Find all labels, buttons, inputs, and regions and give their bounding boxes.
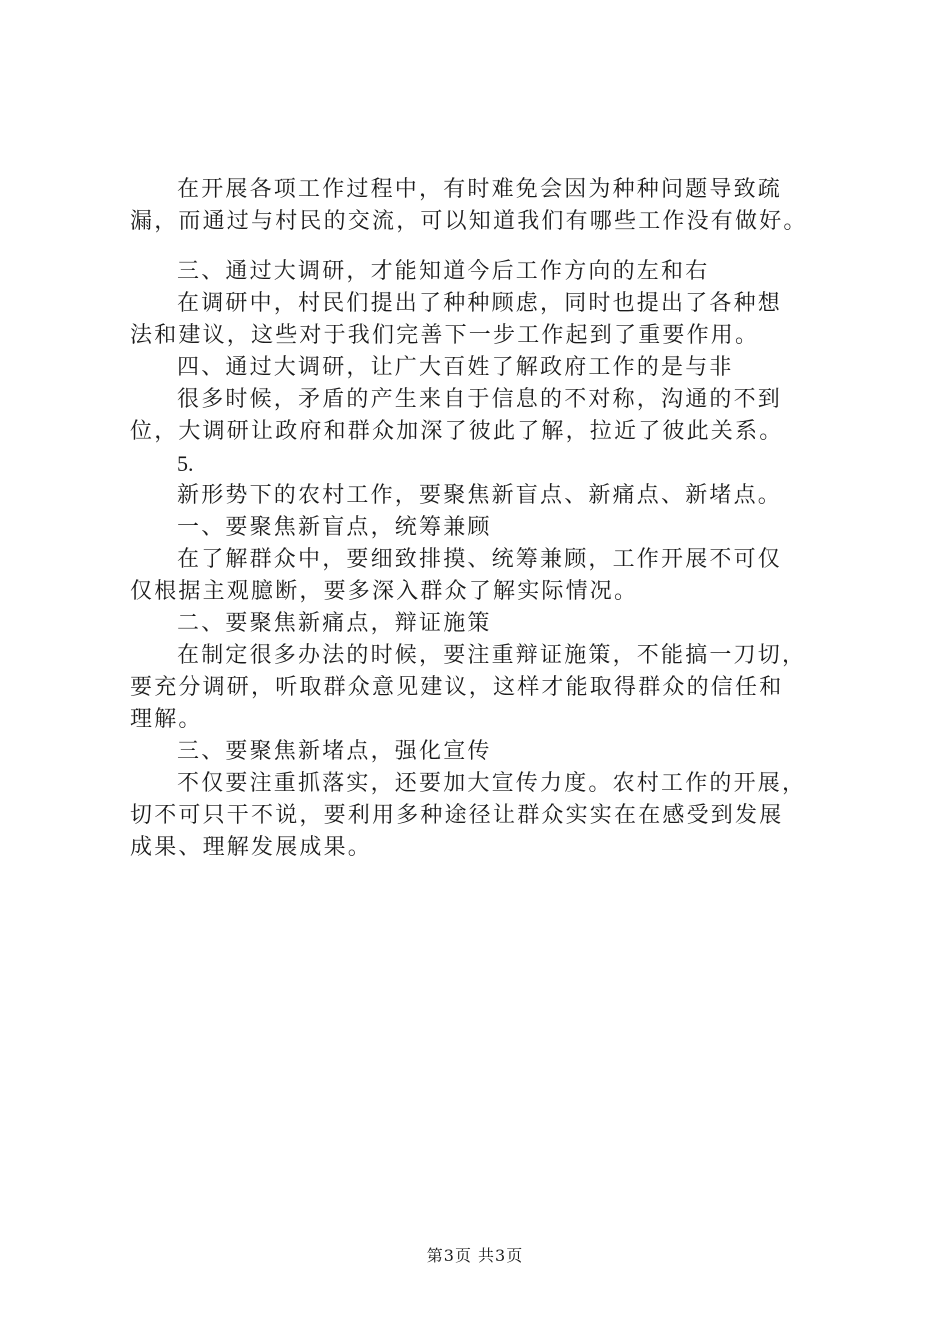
section-heading: 四、通过大调研，让广大百姓了解政府工作的是与非 <box>177 355 734 380</box>
paragraph-line: 理解。 <box>130 707 203 732</box>
paragraph-line: 切不可只干不说，要利用多种途径让群众实实在在感受到发展 <box>130 803 784 828</box>
paragraph-line: 在制定很多办法的时候，要注重辩证施策，不能搞一刀切， <box>177 643 807 668</box>
section-heading: 二、要聚焦新痛点，辩证施策 <box>177 611 492 636</box>
paragraph-line: 要充分调研，听取群众意见建议，这样才能取得群众的信任和 <box>130 675 784 700</box>
paragraph-line: 成果、理解发展成果。 <box>130 835 373 860</box>
paragraph-line: 在开展各项工作过程中，有时难免会因为种种问题导致疏 <box>177 177 783 202</box>
paragraph-line: 漏，而通过与村民的交流，可以知道我们有哪些工作没有做好。 <box>130 209 808 234</box>
section-heading: 三、通过大调研，才能知道今后工作方向的左和右 <box>177 259 710 284</box>
paragraph-gap <box>130 238 850 256</box>
paragraph-line: 新形势下的农村工作，要聚焦新盲点、新痛点、新堵点。 <box>177 483 783 508</box>
document-body <box>130 174 850 864</box>
paragraph-line: 法和建议，这些对于我们完善下一步工作起到了重要作用。 <box>130 323 760 348</box>
paragraph-line: 很多时候，矛盾的产生来自于信息的不对称，沟通的不到 <box>177 387 783 412</box>
paragraph-line: 不仅要注重抓落实，还要加大宣传力度。农村工作的开展， <box>177 771 807 796</box>
page-footer: 第3页 共3页 <box>426 1246 524 1265</box>
section-heading: 一、要聚焦新盲点，统筹兼顾 <box>177 515 492 540</box>
paragraph-line: 仅根据主观臆断，要多深入群众了解实际情况。 <box>130 579 639 604</box>
section-heading: 三、要聚焦新堵点，强化宣传 <box>177 739 492 764</box>
paragraph-line: 在了解群众中，要细致排摸、统筹兼顾，工作开展不可仅 <box>177 547 783 572</box>
paragraph-line: 位，大调研让政府和群众加深了彼此了解，拉近了彼此关系。 <box>130 419 784 444</box>
item-number: 5. <box>177 451 194 476</box>
paragraph-line: 在调研中，村民们提出了种种顾虑，同时也提出了各种想 <box>177 291 783 316</box>
